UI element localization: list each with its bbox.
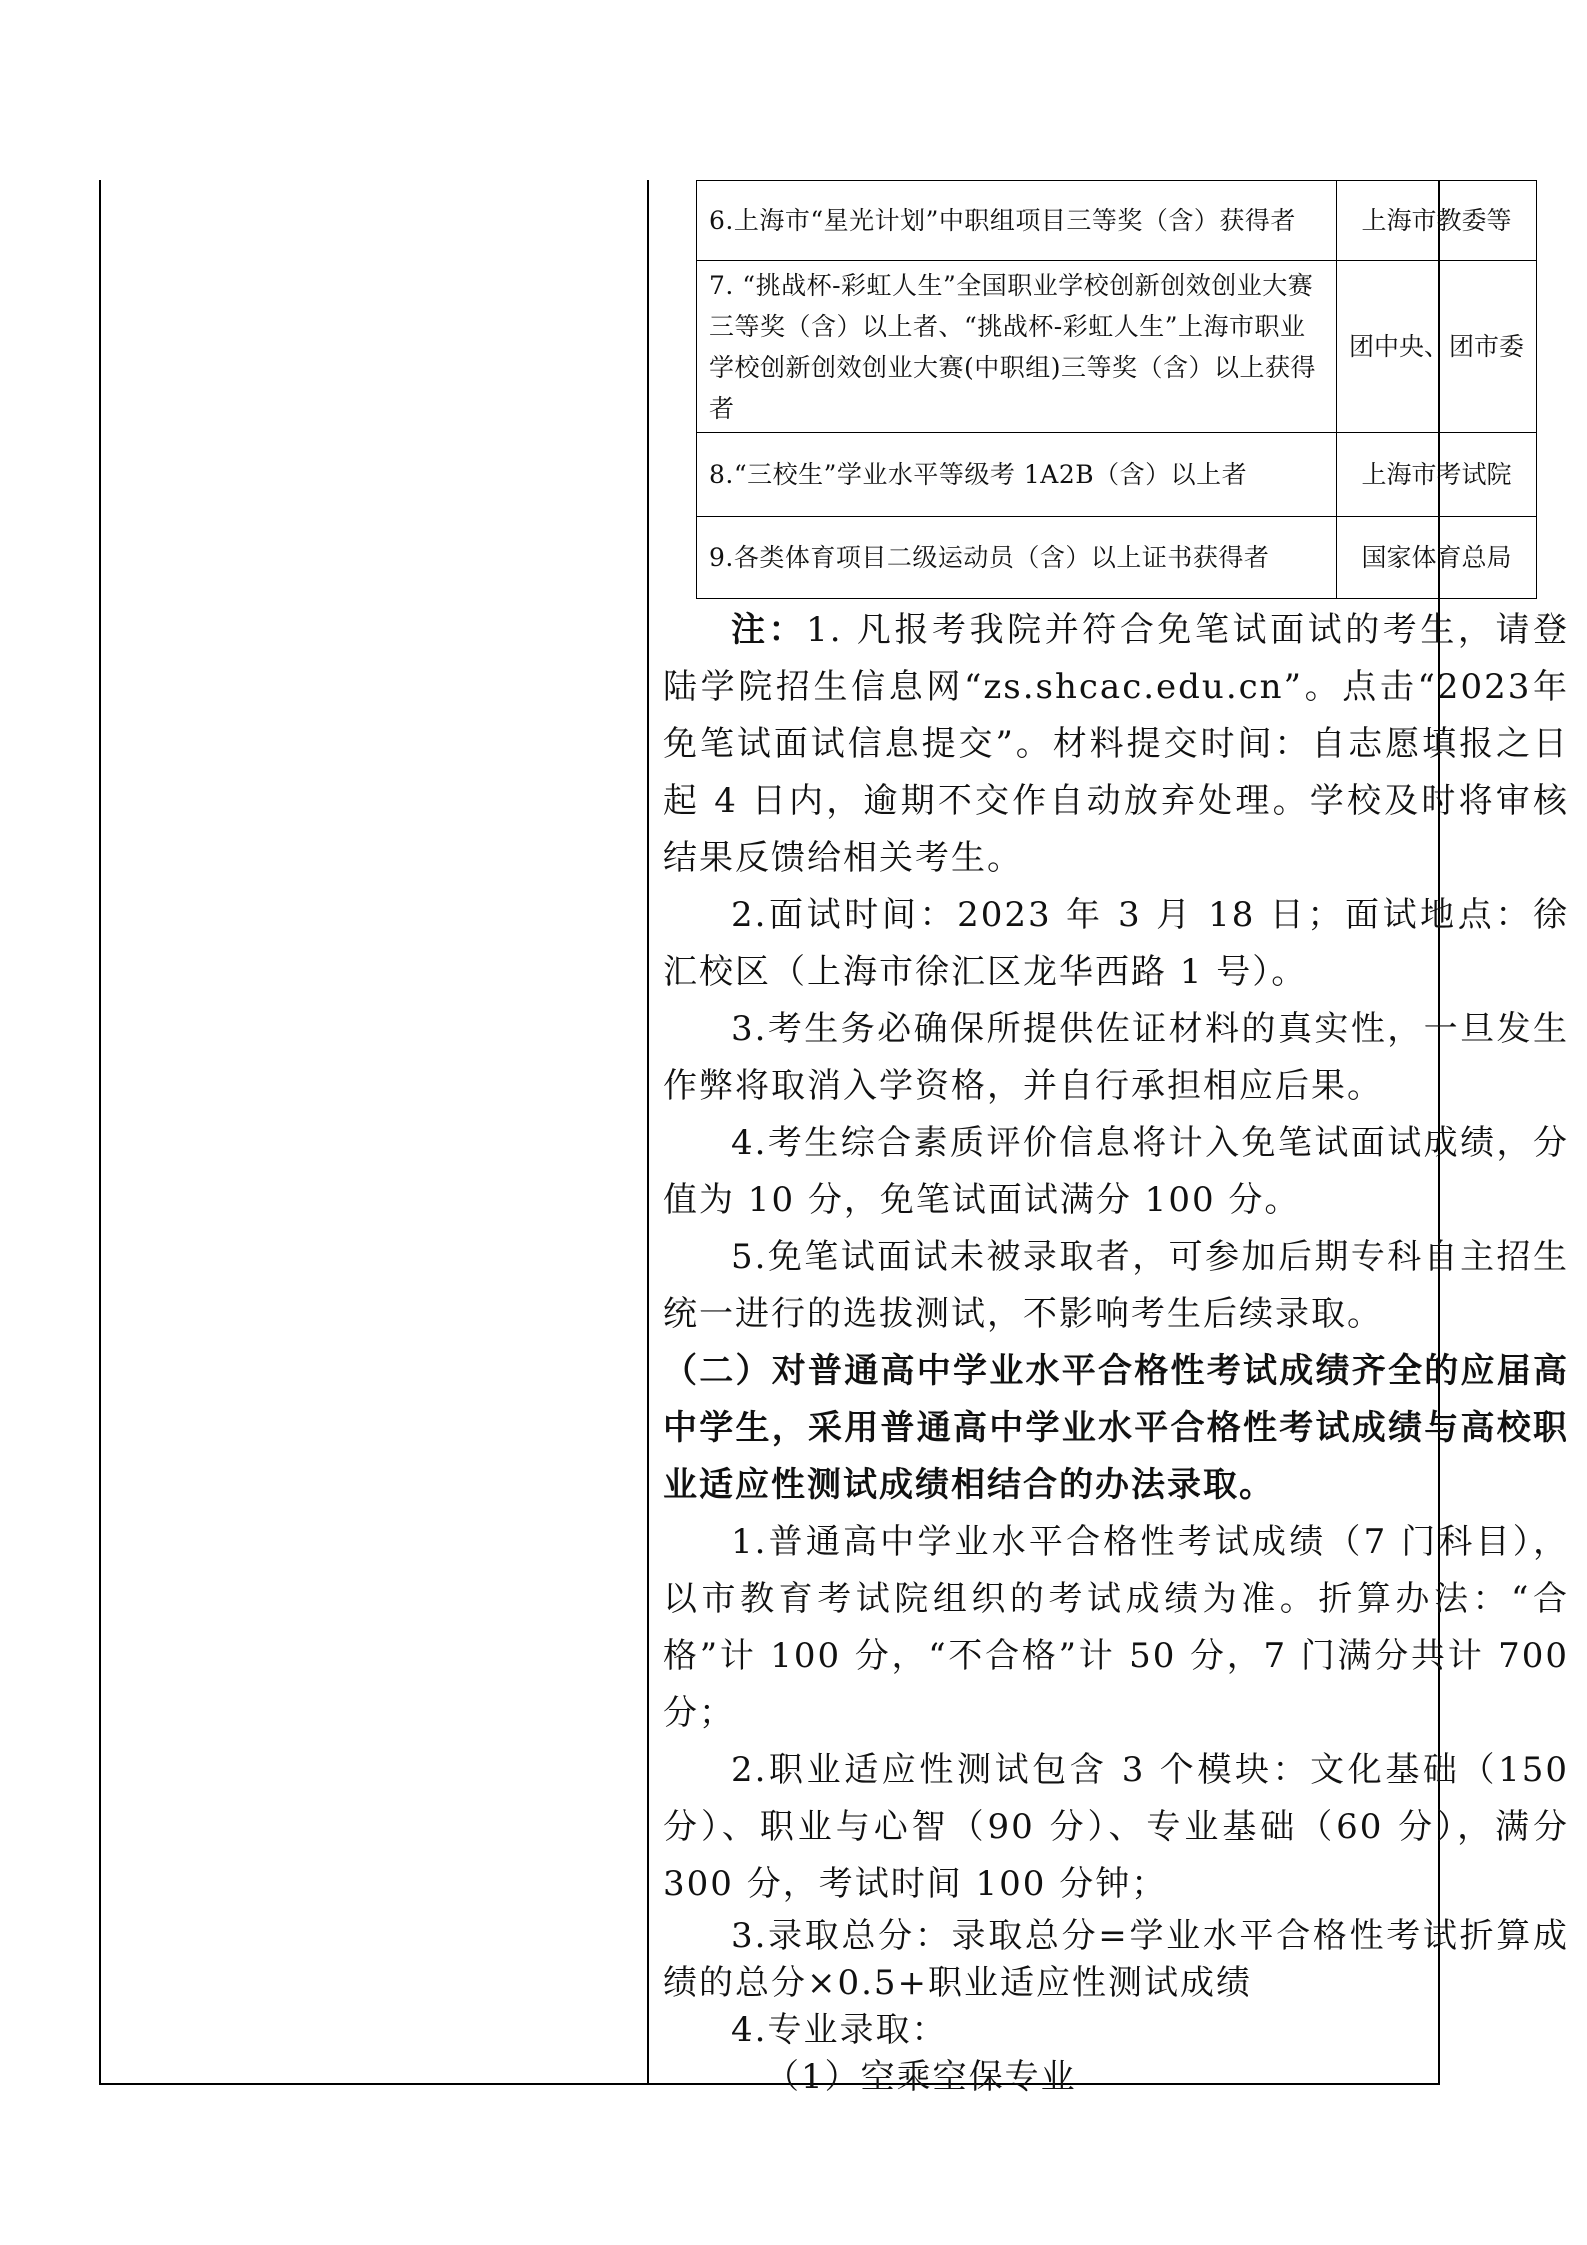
- section-2-para-2: 2.职业适应性测试包含 3 个模块：文化基础（150 分）、职业与心智（90 分）、专业基础（60 分），满分 300 分，考试时间 100 分钟；: [663, 1750, 1569, 1904]
- note-label: 注：: [731, 610, 807, 650]
- table-row: [697, 433, 1537, 517]
- note-1-text: 1. 凡报考我院并符合免笔试面试的考生，请登陆学院招生信息网“zs.shcac.edu.cn”。点击“2023年免笔试面试信息提交”。材料提交时间：自志愿填报之日起 4 日内，逾期不交作自动放弃处理。学校及时将审核结果反馈给相关考生。: [663, 610, 1570, 878]
- award-organizer: 国家体育总局: [1337, 517, 1537, 599]
- award-item: 6.上海市“星光计划”中职组项目三等奖（含）获得者: [697, 181, 1337, 261]
- award-item: 8.“三校生”学业水平等级考 1A2B（含）以上者: [697, 433, 1337, 517]
- section-2-para-3: 3.录取总分：录取总分=学业水平合格性考试折算成绩的总分×0.5+职业适应性测试成绩: [663, 1916, 1569, 2003]
- award-item: 9.各类体育项目二级运动员（含）以上证书获得者: [697, 517, 1337, 599]
- section-2-para-1: 1.普通高中学业水平合格性考试成绩（7 门科目），以市教育考试院组织的考试成绩为准。折算办法：“合格”计 100 分，“不合格”计 50 分，7 门满分共计 700 分；: [663, 1522, 1569, 1733]
- table-row: [697, 517, 1537, 599]
- notes-section: [663, 602, 1569, 2101]
- section-2-heading: （二）对普通高中学业水平合格性考试成绩齐全的应届高中学生，采用普通高中学业水平合格性考试成绩与高校职业适应性测试成绩相结合的办法录取。: [663, 1351, 1569, 1505]
- document-outer-table: [99, 180, 1570, 2097]
- content-cell: [649, 180, 1570, 2097]
- award-organizer: 上海市教委等: [1337, 181, 1537, 261]
- table-row: [697, 181, 1537, 261]
- note-1: [663, 602, 1569, 887]
- award-organizer: 上海市考试院: [1337, 433, 1537, 517]
- note-4: 4.考生综合素质评价信息将计入免笔试面试成绩，分值为 10 分，免笔试面试满分 100 分。: [663, 1123, 1569, 1220]
- section-2-para-5: （1）空乘空保专业: [765, 2057, 1077, 2097]
- note-3: 3.考生务必确保所提供佐证材料的真实性，一旦发生作弊将取消入学资格，并自行承担相应后果。: [663, 1009, 1569, 1106]
- section-2-para-4: 4.专业录取：: [731, 2010, 948, 2050]
- awards-table: [696, 180, 1537, 599]
- award-organizer: 团中央、团市委: [1337, 261, 1537, 433]
- table-row: [697, 261, 1537, 433]
- note-2: 2.面试时间：2023 年 3 月 18 日；面试地点：徐汇校区（上海市徐汇区龙华西路 1 号）。: [663, 895, 1569, 992]
- note-5: 5.免笔试面试未被录取者，可参加后期专科自主招生统一进行的选拔测试，不影响考生后续录取。: [663, 1237, 1569, 1334]
- award-item: 7. “挑战杯-彩虹人生”全国职业学校创新创效创业大赛三等奖（含）以上者、“挑战杯-彩虹人生”上海市职业学校创新创效创业大赛(中职组)三等奖（含）以上获得者: [697, 261, 1337, 433]
